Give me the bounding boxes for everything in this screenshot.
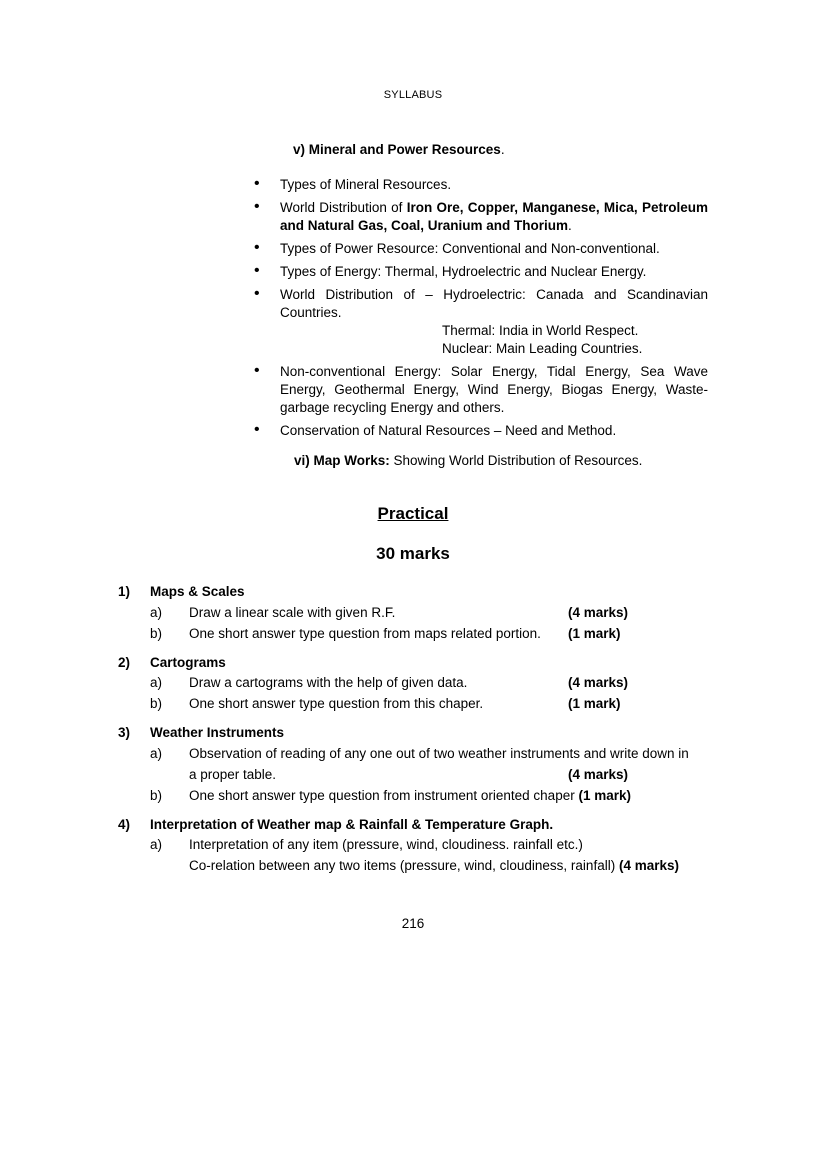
q2-number: 2)	[118, 655, 131, 670]
q2a-mark: (4 marks)	[568, 675, 629, 690]
section-v-trail: .	[500, 142, 505, 157]
page-header: SYLLABUS	[383, 89, 443, 101]
section-vi-text: Showing World Distribution of Resources.	[389, 453, 643, 468]
q3a-mark: (4 marks)	[568, 767, 629, 782]
bullet-text: Types of Power Resource: Conventional and Non-conventional.	[280, 241, 660, 256]
q2b-letter: b)	[150, 696, 163, 711]
page-number: 216	[401, 916, 425, 931]
q1a-text: Draw a linear scale with given R.F.	[189, 605, 396, 620]
q3a-letter: a)	[150, 746, 163, 761]
q1-number: 1)	[118, 584, 131, 599]
q1a-letter: a)	[150, 605, 163, 620]
bullet-mineral-types	[280, 176, 708, 194]
resources-bullet-list	[280, 176, 708, 445]
section-vi-title: vi) Map Works:	[294, 453, 390, 468]
bullet-power-types	[280, 240, 708, 258]
section-v-heading	[293, 141, 505, 159]
q3a-text-line1: Observation of reading of any one out of two weather instruments and write down in	[189, 746, 689, 761]
bullet-text: Conservation of Natural Resources – Need and Method.	[280, 423, 617, 438]
q3b-line	[189, 787, 709, 805]
bullet-text: Types of Mineral Resources.	[280, 177, 452, 192]
q1-title: Maps & Scales	[150, 584, 245, 599]
bullet-energy-types	[280, 263, 708, 281]
q3a-text-line2: a proper table.	[189, 767, 277, 782]
q1a-mark: (4 marks)	[568, 605, 629, 620]
q3b-text: One short answer type question from instrument oriented chaper	[189, 788, 579, 803]
bullet-energy-distribution	[280, 286, 708, 358]
bullet-text: .	[568, 218, 572, 233]
practical-title: Practical	[377, 504, 449, 523]
q4a-text-line1: Interpretation of any item (pressure, wind, cloudiness. rainfall etc.)	[189, 837, 583, 852]
bullet-bold-text: Iron Ore, Copper, Manganese, Mica, Petroleum and Natural Gas, Coal, Uranium and Thorium	[280, 200, 708, 233]
bullet-text: Types of Energy: Thermal, Hydroelectric and Nuclear Energy.	[280, 264, 647, 279]
q3b-mark: (1 mark)	[578, 788, 631, 803]
q3-title: Weather Instruments	[150, 725, 285, 740]
q2b-mark: (1 mark)	[568, 696, 621, 711]
q2a-letter: a)	[150, 675, 163, 690]
section-v-title: v) Mineral and Power Resources	[293, 142, 501, 157]
q4-title: Interpretation of Weather map & Rainfall & Temperature Graph.	[150, 817, 554, 832]
q2b-text: One short answer type question from this chaper.	[189, 696, 484, 711]
q3-number: 3)	[118, 725, 131, 740]
q4a-line2	[189, 857, 709, 875]
section-vi-heading	[294, 452, 642, 470]
q4a-text-line2: Co-relation between any two items (pressure, wind, cloudiness, rainfall)	[189, 858, 619, 873]
bullet-text: World Distribution of – Hydroelectric: Canada and Scandinavian Countries.	[280, 287, 708, 320]
q1b-letter: b)	[150, 626, 163, 641]
bullet-text: World Distribution of	[280, 200, 407, 215]
q4a-mark: (4 marks)	[618, 858, 679, 873]
q1b-text: One short answer type question from maps related portion.	[189, 626, 541, 641]
bullet-world-distribution	[280, 199, 708, 235]
bullet-conservation	[280, 422, 708, 440]
bullet-text: Non-conventional Energy: Solar Energy, Tidal Energy, Sea Wave Energy, Geothermal Energy, Wind Energy, Biogas Energy, Waste-garbage recycling Energy and others.	[280, 364, 708, 415]
q4-number: 4)	[118, 817, 131, 832]
q4a-letter: a)	[150, 837, 163, 852]
q2-title: Cartograms	[150, 655, 226, 670]
practical-marks: 30 marks	[376, 544, 450, 563]
bullet-non-conventional	[280, 363, 708, 417]
q1b-mark: (1 mark)	[568, 626, 621, 641]
q3b-letter: b)	[150, 788, 163, 803]
q2a-text: Draw a cartograms with the help of given data.	[189, 675, 468, 690]
sub-line-nuclear: Nuclear: Main Leading Countries.	[442, 341, 643, 356]
sub-line-thermal: Thermal: India in World Respect.	[442, 323, 639, 338]
